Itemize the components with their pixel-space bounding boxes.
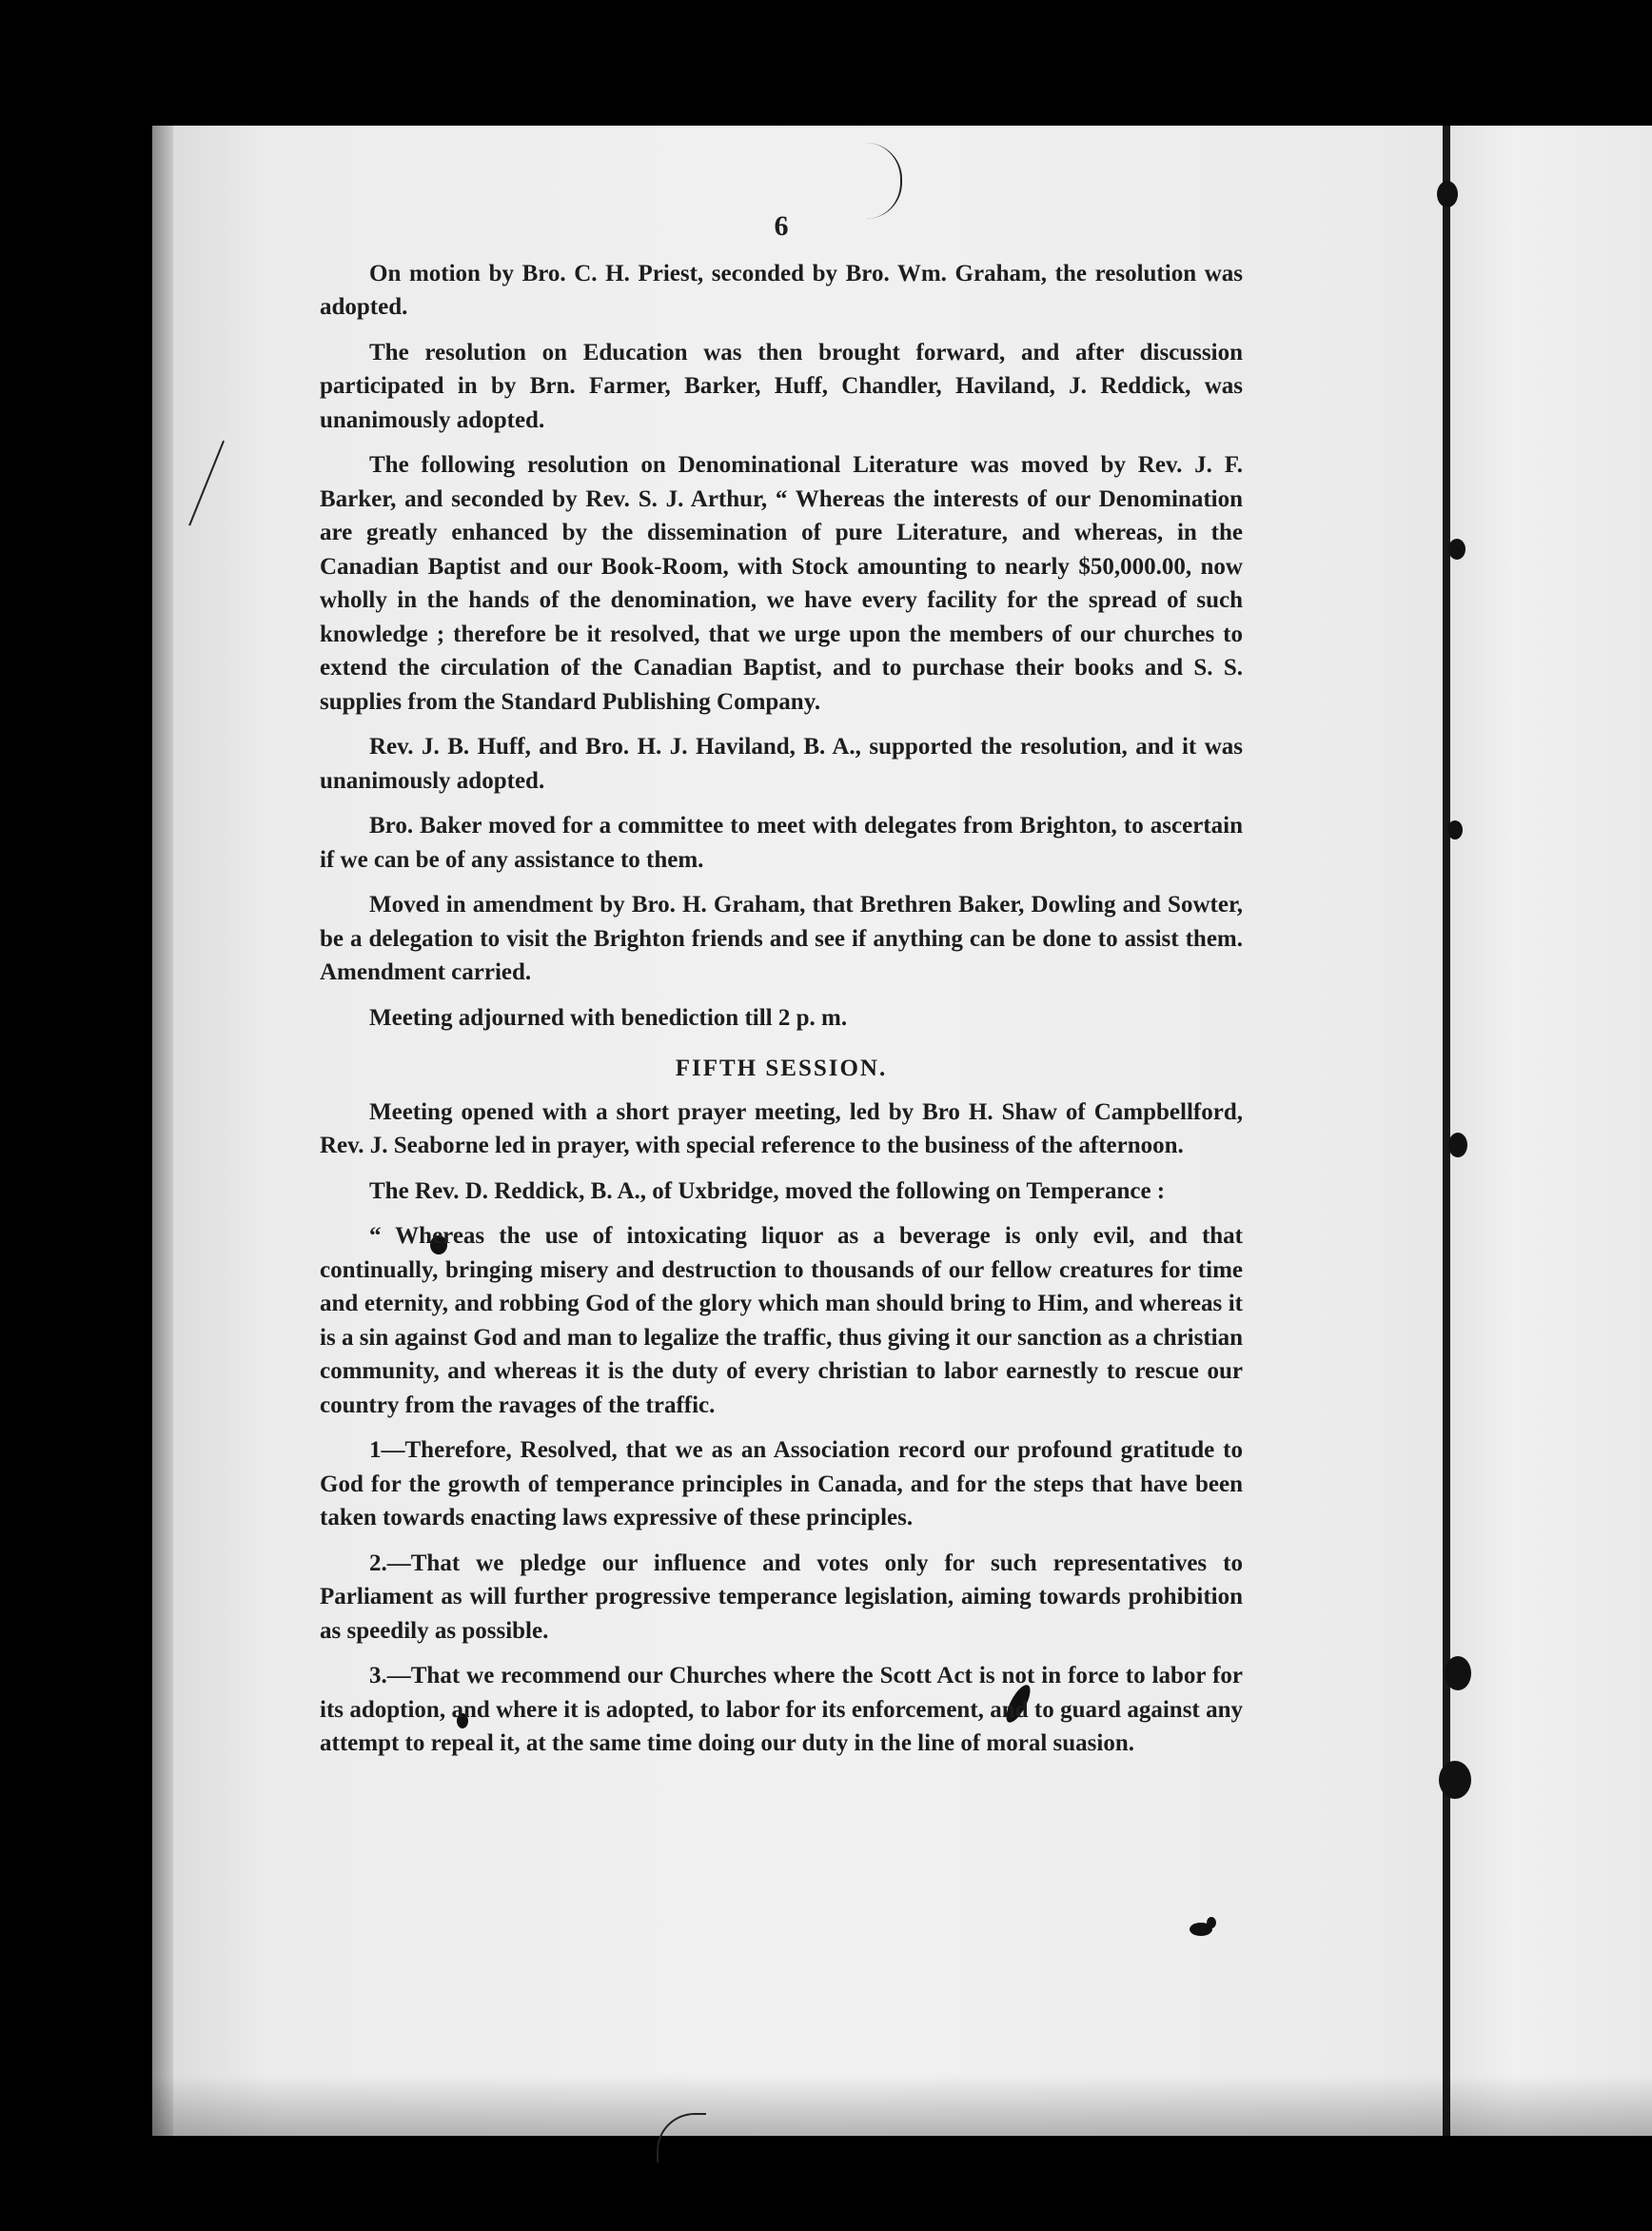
paragraph: Moved in amendment by Bro. H. Graham, that Brethren Baker, Dowling and Sowter, be a delegation to visit the Brighton friends and see if anything can be done to assist them. Amendment carried. [320, 892, 1243, 985]
ink-speck [1439, 1761, 1471, 1799]
page-edge-shadow [152, 126, 173, 2136]
paragraph: Meeting opened with a short prayer meeting, led by Bro H. Shaw of Campbellford, Rev. J. Seaborne led in prayer, with special reference to the business of the afternoon. [320, 1098, 1243, 1158]
ink-speck [1448, 1133, 1467, 1157]
resolution-item: 2.—That we pledge our influence and votes only for such representatives to Parliament as will further progressive temperance legislation, aiming towards prohibition as speedily as possible. [320, 1550, 1243, 1644]
page-number: 6 [774, 210, 789, 242]
page-bottom-shadow [152, 2075, 1652, 2136]
paragraph: The following resolution on Denominational Literature was moved by Rev. J. F. Barker, and seconded by Rev. S. J. Arthur, “ Whereas the interests of our Denomination are greatly enhanced by the dissemination of pure Literature, and whereas, in the Canadian Baptist and our Book-Room, with Stock amounting to nearly $50,000.00, now wholly in the hands of the denomination, we have every facility for the spread of such knowledge ; therefore be it resolved, that we urge upon the members of our churches to extend the circulation of the Canadian Baptist, and to purchase their books and S. S. supplies from the Standard Publishing Company. [320, 452, 1243, 715]
paragraph: The resolution on Education was then brought forward, and after discussion participated in by Brn. Farmer, Barker, Huff, Chandler, Haviland, J. Reddick, was unanimously adopted. [320, 339, 1243, 433]
paragraph: Meeting adjourned with benediction till 2 p. m. [369, 1004, 848, 1031]
paragraph: Rev. J. B. Huff, and Bro. H. J. Haviland, B. A., supported the resolution, and it was unanimously adopted. [320, 734, 1243, 794]
ink-speck [1207, 1917, 1216, 1928]
paragraph: Bro. Baker moved for a committee to meet with delegates from Brighton, to ascertain if we can be of any assistance to them. [320, 813, 1243, 873]
paragraph: The Rev. D. Reddick, B. A., of Uxbridge, moved the following on Temperance : [369, 1177, 1166, 1204]
binding-spine [1443, 126, 1450, 2136]
ink-speck [1445, 1656, 1471, 1690]
ink-speck [1447, 820, 1463, 839]
resolution-item: 1—Therefore, Resolved, that we as an Association record our profound gratitude to God for the growth of temperance principles in Canada, and for the steps that have been taken towards enacting laws expressive of these principles. [320, 1437, 1243, 1530]
resolution-preamble: “ Whereas the use of intoxicating liquor as a beverage is only evil, and that continually, bringing misery and destruction to thousands of our fellow creatures for time and eternity, and robbing God of the glory which man should bring to Him, and whereas it is a sin against God and man to legalize the traffic, thus giving it our sanction as a christian community, and whereas it is the duty of every christian to labor earnestly to rescue our country from the ravages of the traffic. [320, 1223, 1243, 1418]
session-heading: FIFTH SESSION. [675, 1056, 888, 1081]
ink-speck [1437, 181, 1458, 207]
paragraph: On motion by Bro. C. H. Priest, seconded by Bro. Wm. Graham, the resolution was adopted. [320, 260, 1243, 320]
facing-page-strip [1450, 126, 1652, 2136]
ink-speck [1448, 539, 1465, 560]
resolution-item: 3.—That we recommend our Churches where the Scott Act is not in force to labor for its adoption, and where it is adopted, to labor for its enforcement, and to guard against any attempt to repeal it, at the same time doing our duty in the line of moral suasion. [320, 1663, 1243, 1756]
page-text [320, 181, 1243, 1772]
